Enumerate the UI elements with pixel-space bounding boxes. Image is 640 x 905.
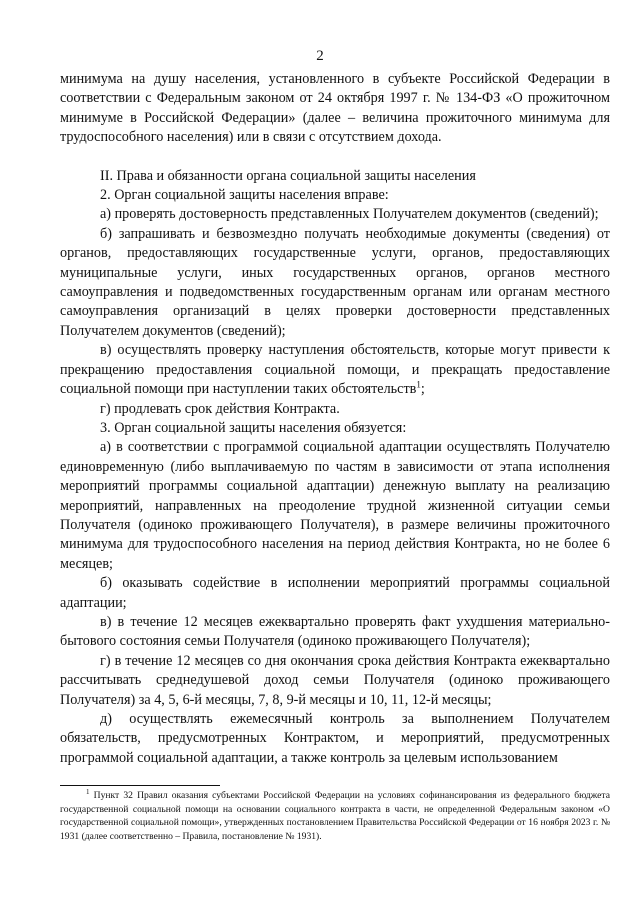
clause-2g: г) продлевать срок действия Контракта. (100, 400, 340, 417)
clause-3g: г) в течение 12 месяцев со дня окончания срока действия Контракта ежеквартально рассчитывать среднедушевой доход семьи Получателя (одиноко проживающего Получателя) за 4, 5, 6-й месяцы, 7, 8, 9-й месяцы и 10, 11, 12-й месяцы; (60, 652, 610, 708)
footnote-separator (60, 785, 220, 786)
clause-2: 2. Орган социальной защиты населения вправе: (100, 187, 389, 204)
clause-2v-end: ; (420, 381, 425, 398)
clause-2b: б) запрашивать и безвозмездно получать необходимые документы (сведения) от органов, предоставляющих государственные услуги, органов, предоставляющих муниципальные услуги, иных государственных органов, органов местного самоуправления и подведомственных государственным органам или органам местного самоуправления организаций в целях проверки достоверности представленных Получателем документов (сведений); (60, 225, 610, 339)
clause-2v (60, 341, 610, 399)
section-heading: II. Права и обязанности органа социальной защиты населения (100, 167, 476, 184)
clause-3d: д) осуществлять ежемесячный контроль за выполнением Получателем обязательств, предусмотренных Контрактом, и мероприятий, предусмотренных программой социальной адаптации, а также контроль за целевым использованием (60, 711, 610, 766)
document-body (60, 70, 610, 768)
paragraph-continuation: минимума на душу населения, установленного в субъекте Российской Федерации в соответствии с Федеральным законом от 24 октября 1997 г. № 134-ФЗ «О прожиточном минимуме в Российской Федерации» (далее – величина прожиточного минимума для трудоспособного населения) или в связи с отсутствием дохода. (60, 71, 610, 146)
clause-2v-text: в) осуществлять проверку наступления обстоятельств, которые могут привести к прекращению предоставления социальной помощи, и прекращать предоставление социальной помощи при наступлении таких обстоятельств (60, 342, 610, 398)
clause-3b: б) оказывать содействие в исполнении мероприятий программы социальной адаптации; (60, 575, 610, 611)
clause-3: 3. Орган социальной защиты населения обязуется: (100, 419, 407, 436)
clause-3v: в) в течение 12 месяцев ежеквартально проверять факт ухудшения материально-бытового состояния семьи Получателя (одиноко проживающего Получателя); (60, 613, 610, 650)
page-number: 2 (316, 48, 324, 64)
clause-2a: а) проверять достоверность представленных Получателем документов (сведений); (100, 206, 599, 223)
clause-3a: а) в соответствии с программой социальной адаптации осуществлять Получателю единовременную (либо выплачиваемую по частям в зависимости от этапа исполнения мероприятий программы социальной адаптации) денежную выплату на реализацию мероприятий, направленных на преодоление трудной жизненной ситуации семьи Получателя (одиноко проживающего Получателя), в размере величины прожиточного минимума для трудоспособного населения на период действия Контракта, но не более 6 месяцев; (60, 439, 610, 572)
footnote-text: Пункт 32 Правил оказания субъектами Российской Федерации на условиях софинансирования из федерального бюджета государственной социальной помощи на основании социального контракта в части, не определенной Федеральным законом «О государственной социальной помощи», утвержденных постановлением Правительства Российской Федерации от 16 ноября 2023 г. № 1931 (далее соответственно – Правила, постановление № 1931). (60, 790, 610, 842)
footnote-reference: 1 (416, 379, 421, 390)
footnote-marker: 1 (86, 787, 90, 796)
footnote (60, 789, 610, 843)
